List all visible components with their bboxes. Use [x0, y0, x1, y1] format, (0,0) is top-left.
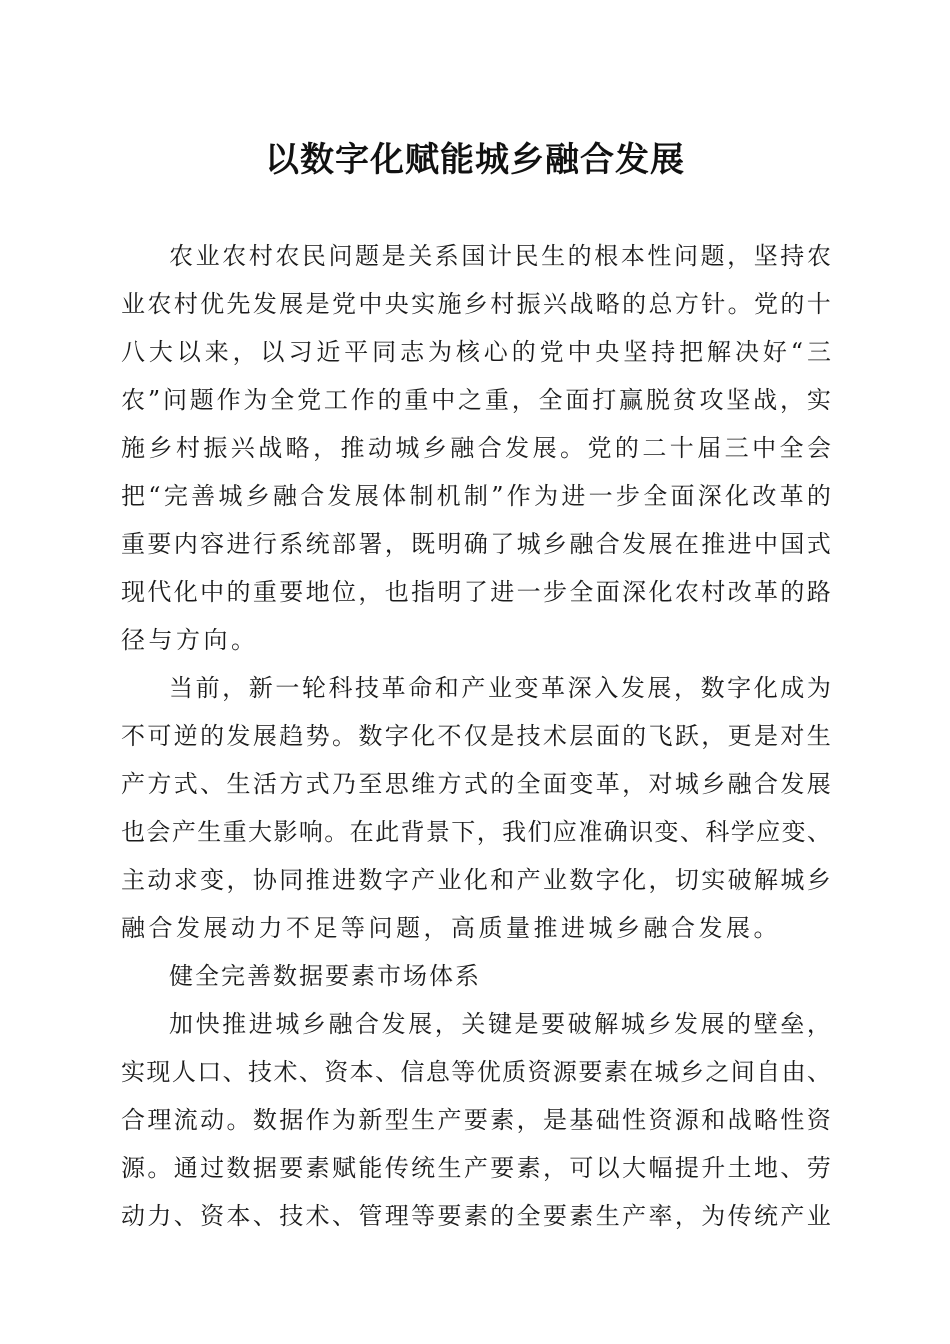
body-line: 当 前 ， 新 一 轮 科 技 革 命 和 产 业 变 革 深 入 发 展 ， 数 字 化 成 为	[169, 674, 831, 702]
body-line: 八 大 以 来 ， 以 习 近 平 同 志 为 核 心 的 党 中 央 坚 持 把 解 决 好 “ 三	[121, 338, 831, 366]
body-line: 施 乡 村 振 兴 战 略 ， 推 动 城 乡 融 合 发 展 。 党 的 二 十 届 三 中 全 会	[121, 434, 831, 462]
body-line: 合 理 流 动 。 数 据 作 为 新 型 生 产 要 素 ， 是 基 础 性 资 源 和 战 略 性 资	[121, 1106, 831, 1134]
body-line: 融合发展动力不足等问题，高质量推进城乡融合发展。	[121, 914, 781, 942]
document-title: 以数字化赋能城乡融合发展	[265, 140, 685, 180]
body-line: 加 快 推 进 城 乡 融 合 发 展 ， 关 键 是 要 破 解 城 乡 发 展 的 壁 垒 ，	[169, 1010, 831, 1038]
body-line: 实 现 人 口 、 技 术 、 资 本 、 信 息 等 优 质 资 源 要 素 在 城 乡 之 间 自 由 、	[121, 1058, 831, 1086]
section-heading: 健全完善数据要素市场体系	[169, 962, 481, 990]
body-line: 动 力 、 资 本 、 技 术 、 管 理 等 要 素 的 全 要 素 生 产 率 ， 为 传 统 产 业	[121, 1202, 831, 1230]
body-line: 产 方 式 、 生 活 方 式 乃 至 思 维 方 式 的 全 面 变 革 ， 对 城 乡 融 合 发 展	[121, 770, 831, 798]
body-line: 主 动 求 变 ， 协 同 推 进 数 字 产 业 化 和 产 业 数 字 化 ， 切 实 破 解 城 乡	[121, 866, 831, 894]
body-line: 业 农 村 优 先 发 展 是 党 中 央 实 施 乡 村 振 兴 战 略 的 总 方 针 。 党 的 十	[121, 290, 831, 318]
body-line: 源 。 通 过 数 据 要 素 赋 能 传 统 生 产 要 素 ， 可 以 大 幅 提 升 土 地 、 劳	[121, 1154, 831, 1182]
body-line: 径与方向。	[121, 626, 259, 654]
body-line: 不 可 逆 的 发 展 趋 势 。 数 字 化 不 仅 是 技 术 层 面 的 飞 跃 ， 更 是 对 生	[121, 722, 831, 750]
body-line: 农 业 农 村 农 民 问 题 是 关 系 国 计 民 生 的 根 本 性 问 题 ， 坚 持 农	[169, 242, 831, 270]
body-line: 现 代 化 中 的 重 要 地 位 ， 也 指 明 了 进 一 步 全 面 深 化 农 村 改 革 的 路	[121, 578, 831, 606]
body-line: 重 要 内 容 进 行 系 统 部 署 ， 既 明 确 了 城 乡 融 合 发 展 在 推 进 中 国 式	[121, 530, 831, 558]
body-line: 把 “ 完 善 城 乡 融 合 发 展 体 制 机 制 ” 作 为 进 一 步 全 面 深 化 改 革 的	[121, 482, 831, 510]
body-line: 也 会 产 生 重 大 影 响 。 在 此 背 景 下 ， 我 们 应 准 确 识 变 、 科 学 应 变 、	[121, 818, 831, 846]
body-line: 农 ” 问 题 作 为 全 党 工 作 的 重 中 之 重 ， 全 面 打 赢 脱 贫 攻 坚 战 ， 实	[121, 386, 831, 414]
